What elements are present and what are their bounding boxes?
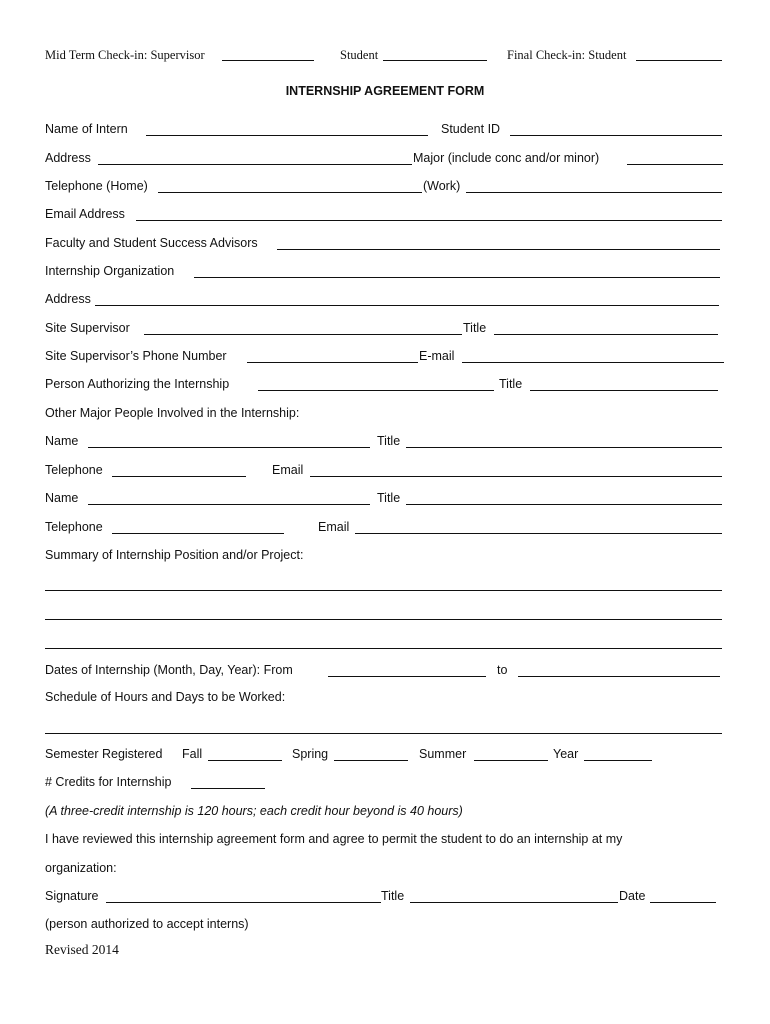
email-address-field[interactable] [136,220,722,221]
summary-line-3[interactable] [45,648,722,649]
person2-title-field[interactable] [406,504,722,505]
person1-telephone-label: Telephone [45,463,103,477]
person-authorizing-field[interactable] [258,390,494,391]
major-field[interactable] [627,164,723,165]
spring-field[interactable] [334,760,408,761]
revised-footer: Revised 2014 [45,942,119,957]
schedule-label: Schedule of Hours and Days to be Worked: [45,690,286,704]
authorizing-title-label: Title [499,377,523,391]
dates-from-field[interactable] [328,676,486,677]
dates-to-field[interactable] [518,676,720,677]
other-people-heading: Other Major People Involved in the Internship: [45,406,300,420]
address-field[interactable] [98,164,412,165]
summer-field[interactable] [474,760,548,761]
email-address-label: Email Address [45,207,125,221]
telephone-home-label: Telephone (Home) [45,179,148,193]
signature-title-field[interactable] [410,902,618,903]
person1-title-field[interactable] [406,447,722,448]
semester-label: Semester Registered [45,747,163,761]
person2-telephone-field[interactable] [112,533,284,534]
summary-label: Summary of Internship Position and/or Project: [45,548,304,562]
year-field[interactable] [584,760,652,761]
name-of-intern-field[interactable] [146,135,428,136]
year-label: Year [553,747,579,761]
signature-date-label: Date [619,889,646,903]
authorized-note: (person authorized to accept interns) [45,917,249,931]
credits-label: # Credits for Internship [45,775,172,789]
agreement-text-line-1: I have reviewed this internship agreement form and agree to permit the student to do an internship at my [45,832,623,846]
signature-label: Signature [45,889,99,903]
work-label: (Work) [423,179,461,193]
final-student-field[interactable] [636,60,722,61]
final-checkin-label: Final Check-in: Student [507,48,627,62]
site-supervisor-title-label: Title [463,321,487,335]
summary-line-1[interactable] [45,590,722,591]
signature-title-label: Title [381,889,405,903]
signature-date-field[interactable] [650,902,716,903]
student-id-label: Student ID [441,122,501,136]
supervisor-email-label: E-mail [419,349,455,363]
supervisor-email-field[interactable] [462,362,724,363]
person1-title-label: Title [377,434,401,448]
person2-title-label: Title [377,491,401,505]
person1-email-label: Email [272,463,304,477]
form-title: INTERNSHIP AGREEMENT FORM [285,84,485,98]
authorizing-title-field[interactable] [530,390,718,391]
supervisor-phone-label: Site Supervisor’s Phone Number [45,349,227,363]
dates-to-label: to [497,663,508,677]
site-supervisor-title-field[interactable] [494,334,718,335]
person2-name-field[interactable] [88,504,370,505]
fall-label: Fall [182,747,203,761]
person1-telephone-field[interactable] [112,476,246,477]
mid-term-student-field[interactable] [383,60,487,61]
person2-telephone-label: Telephone [45,520,103,534]
organization-address-field[interactable] [95,305,719,306]
person1-name-label: Name [45,434,79,448]
person1-email-field[interactable] [310,476,722,477]
internship-organization-label: Internship Organization [45,264,175,278]
mid-term-checkin-label: Mid Term Check-in: Supervisor [45,48,205,62]
person-authorizing-label: Person Authorizing the Internship [45,377,230,391]
fall-field[interactable] [208,760,282,761]
advisors-label: Faculty and Student Success Advisors [45,236,258,250]
organization-address-label: Address [45,292,91,306]
supervisor-phone-field[interactable] [247,362,418,363]
work-phone-field[interactable] [466,192,722,193]
person2-name-label: Name [45,491,79,505]
summer-label: Summer [419,747,467,761]
summary-line-2[interactable] [45,619,722,620]
telephone-home-field[interactable] [158,192,422,193]
person2-email-label: Email [318,520,350,534]
internship-organization-field[interactable] [194,277,720,278]
advisors-field[interactable] [277,249,720,250]
student-id-field[interactable] [510,135,722,136]
name-of-intern-label: Name of Intern [45,122,128,136]
mid-term-student-label: Student [340,48,379,62]
address-label: Address [45,151,91,165]
credit-note: (A three-credit internship is 120 hours; each credit hour beyond is 40 hours) [45,804,463,818]
person2-email-field[interactable] [355,533,722,534]
mid-term-supervisor-field[interactable] [222,60,314,61]
schedule-field[interactable] [45,733,722,734]
site-supervisor-field[interactable] [144,334,462,335]
signature-field[interactable] [106,902,381,903]
spring-label: Spring [292,747,329,761]
credits-field[interactable] [191,788,265,789]
dates-label: Dates of Internship (Month, Day, Year): From [45,663,293,677]
person1-name-field[interactable] [88,447,370,448]
major-label: Major (include conc and/or minor) [413,151,600,165]
agreement-text-line-2: organization: [45,861,117,875]
site-supervisor-label: Site Supervisor [45,321,130,335]
